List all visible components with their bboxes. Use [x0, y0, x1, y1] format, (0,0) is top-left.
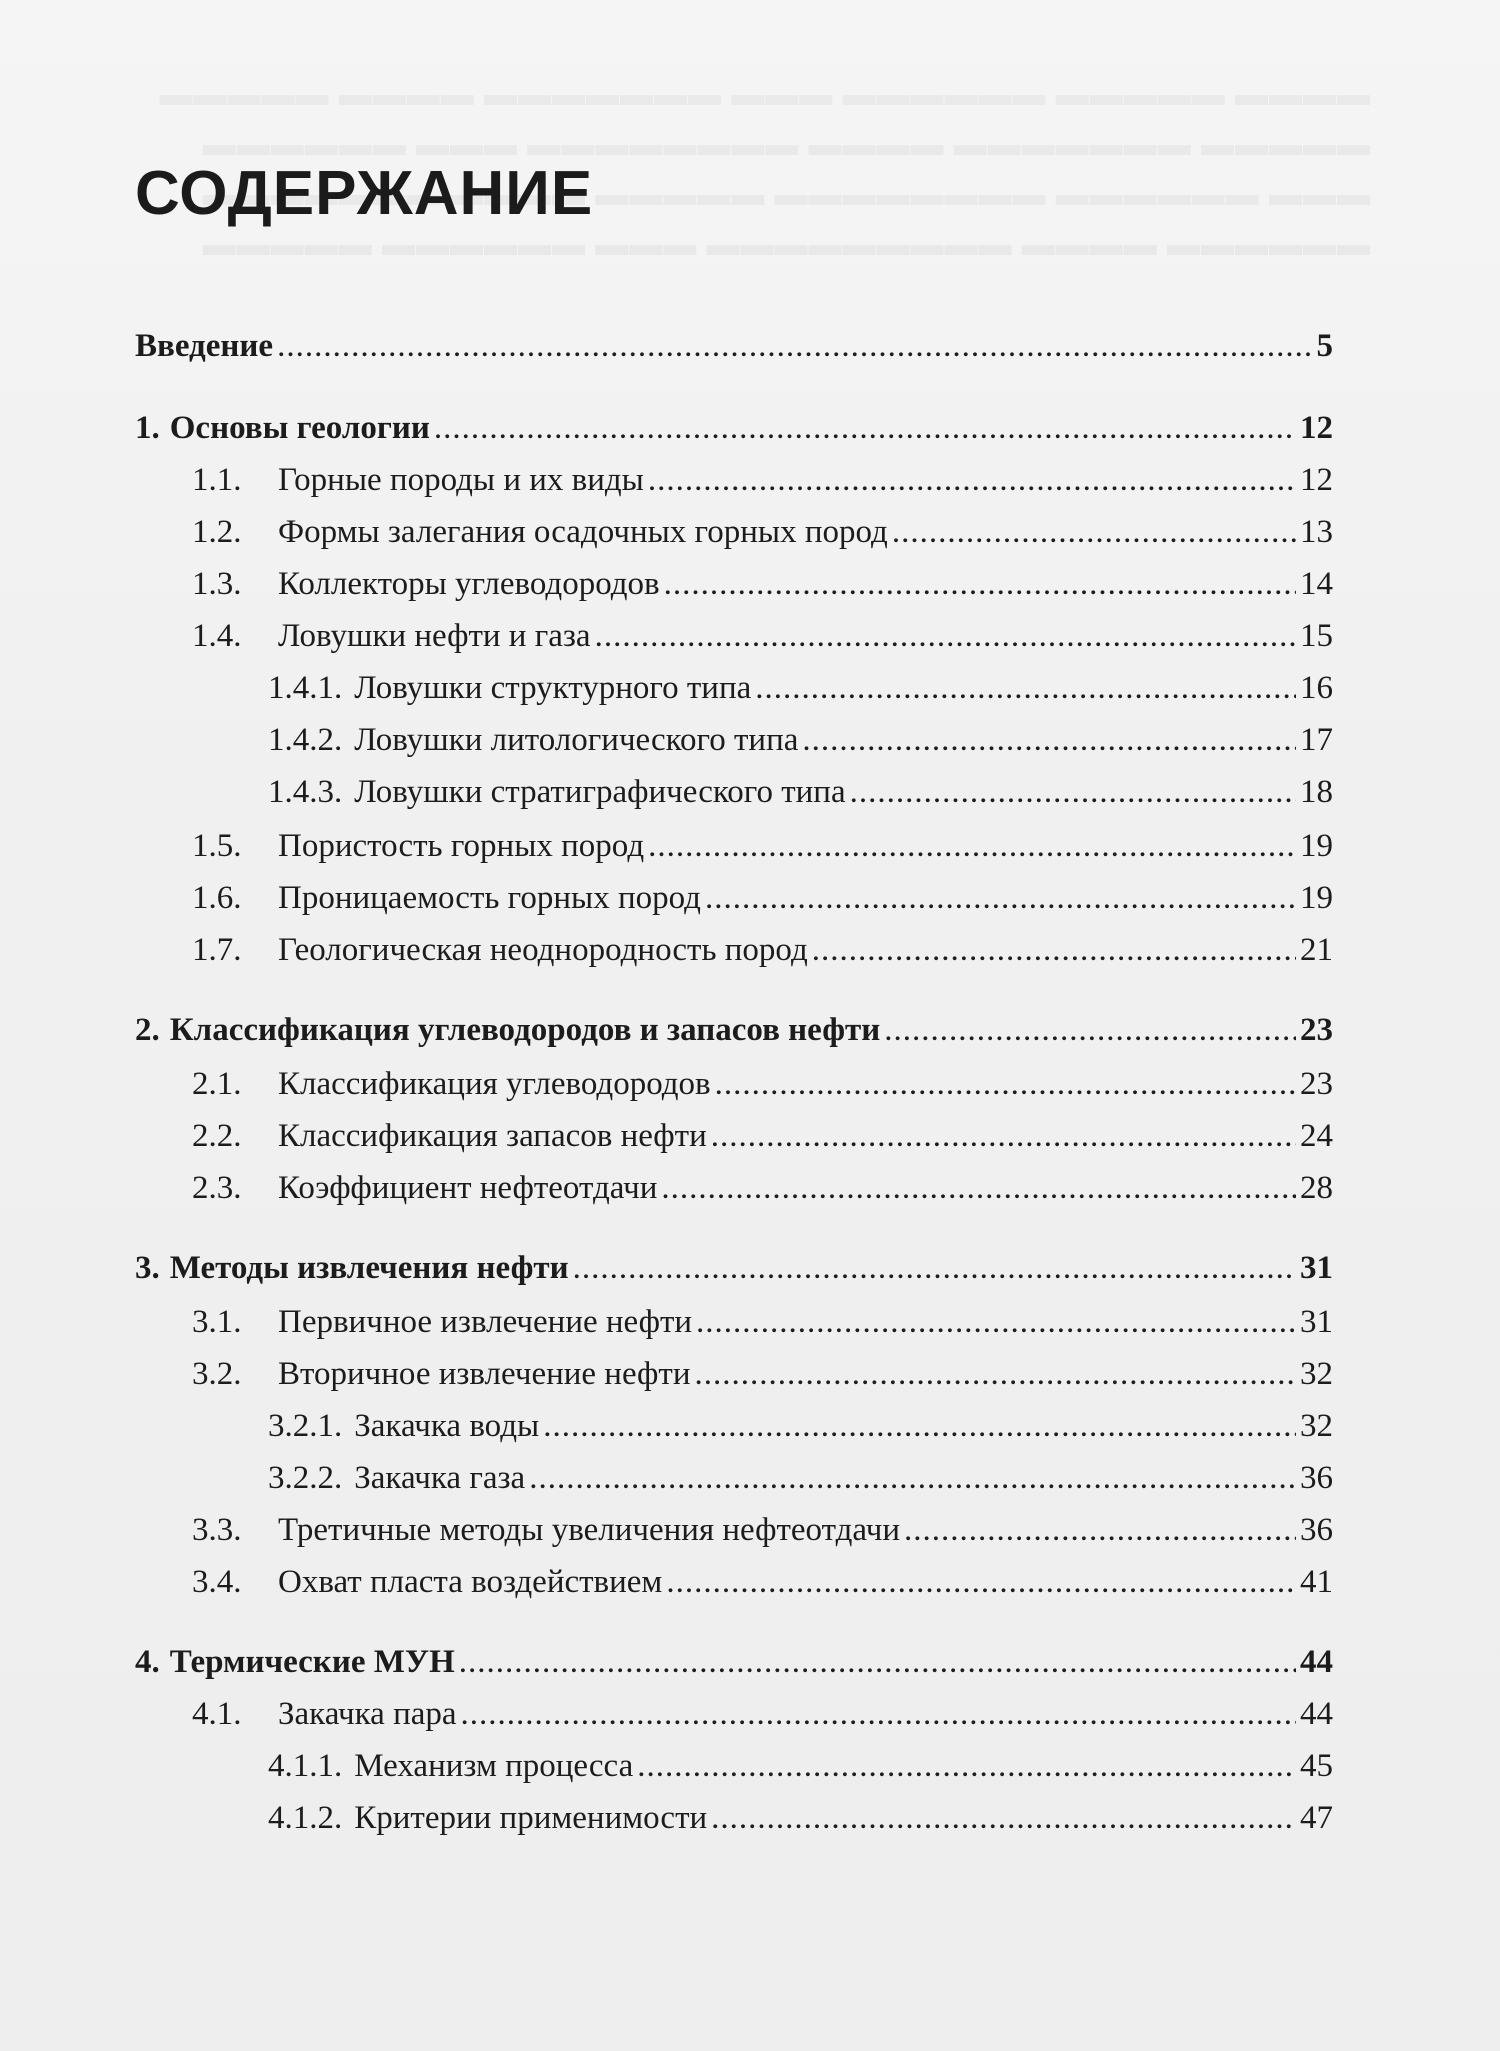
toc-entry-title: Проницаемость горных пород — [278, 880, 701, 916]
dot-leader — [461, 1692, 1296, 1736]
toc-entry-page-number: 12 — [1300, 410, 1333, 446]
toc-chapter-entry — [135, 324, 1333, 368]
toc-entry-number: 3.2. — [192, 1356, 242, 1392]
toc-entry-number: 4. — [135, 1644, 160, 1680]
toc-entry-number: 3.2.2. — [268, 1460, 343, 1496]
toc-subsection-entry — [268, 666, 1333, 710]
toc-entry-number: 3.2.1. — [268, 1408, 343, 1444]
toc-subsection-entry — [268, 1744, 1333, 1788]
dot-leader — [648, 458, 1296, 502]
toc-entry-page-number: 31 — [1300, 1250, 1333, 1286]
toc-entry-title: Охват пласта воздействием — [278, 1564, 663, 1600]
toc-entry-title: Ловушки структурного типа — [354, 670, 752, 706]
toc-entry-page-number: 36 — [1300, 1460, 1333, 1496]
toc-entry-title: Введение — [135, 328, 274, 364]
dot-leader — [711, 1114, 1296, 1158]
toc-entry-number: 1.4.2. — [268, 722, 343, 758]
toc-section-entry — [192, 614, 1333, 658]
toc-section-entry — [192, 1114, 1333, 1158]
dot-leader — [850, 770, 1296, 814]
toc-entry-page-number: 36 — [1300, 1512, 1333, 1548]
toc-entry-number: 1.3. — [192, 566, 242, 602]
dot-leader — [277, 324, 1312, 368]
toc-entry-title: Ловушки литологического типа — [354, 722, 799, 758]
toc-entry-title: Термические МУН — [169, 1644, 455, 1680]
toc-entry-number: 1.1. — [192, 462, 242, 498]
toc-entry-number: 1.2. — [192, 514, 242, 550]
dot-leader — [664, 562, 1296, 606]
toc-entry-number: 1.7. — [192, 932, 242, 968]
toc-section-entry — [192, 1352, 1333, 1396]
toc-entry-title: Критерии применимости — [354, 1800, 708, 1836]
toc-entry-number: 1.4. — [192, 618, 242, 654]
dot-leader — [694, 1352, 1296, 1396]
toc-section-entry — [192, 1560, 1333, 1604]
toc-entry-page-number: 12 — [1300, 462, 1333, 498]
toc-entry-title: Первичное извлечение нефти — [278, 1304, 693, 1340]
dot-leader — [637, 1744, 1296, 1788]
toc-entry-page-number: 41 — [1300, 1564, 1333, 1600]
dot-leader — [459, 1640, 1296, 1684]
toc-entry-title: Коллекторы углеводородов — [278, 566, 660, 602]
toc-entry-page-number: 19 — [1300, 880, 1333, 916]
toc-entry-title: Классификация углеводородов — [278, 1066, 711, 1102]
toc-subsection-entry — [268, 1796, 1333, 1840]
toc-entry-number: 3.1. — [192, 1304, 242, 1340]
dot-leader — [666, 1560, 1296, 1604]
dot-leader — [812, 928, 1296, 972]
toc-entry-page-number: 15 — [1300, 618, 1333, 654]
toc-section-entry — [192, 824, 1333, 868]
toc-entry-page-number: 16 — [1300, 670, 1333, 706]
toc-entry-page-number: 28 — [1300, 1170, 1333, 1206]
toc-entry-title: Формы залегания осадочных горных пород — [278, 514, 888, 550]
dot-leader — [595, 614, 1296, 658]
dot-leader — [661, 1166, 1296, 1210]
toc-subsection-entry — [268, 718, 1333, 762]
toc-section-entry — [192, 458, 1333, 502]
toc-subsection-entry — [268, 770, 1333, 814]
toc-entry-page-number: 47 — [1300, 1800, 1333, 1836]
toc-entry-page-number: 24 — [1300, 1118, 1333, 1154]
dot-leader — [543, 1404, 1296, 1448]
toc-entry-number: 1.5. — [192, 828, 242, 864]
toc-entry-number: 2.1. — [192, 1066, 242, 1102]
dot-leader — [434, 406, 1296, 450]
toc-entry-number: 3. — [135, 1250, 160, 1286]
toc-subsection-entry — [268, 1456, 1333, 1500]
dot-leader — [529, 1456, 1296, 1500]
toc-entry-number: 4.1.1. — [268, 1748, 343, 1784]
dot-leader — [904, 1508, 1296, 1552]
toc-entry-page-number: 21 — [1300, 932, 1333, 968]
toc-entry-number: 2. — [135, 1012, 160, 1048]
toc-entry-title: Коэффициент нефтеотдачи — [278, 1170, 658, 1206]
toc-entry-title: Основы геологии — [169, 410, 430, 446]
toc-entry-title: Третичные методы увеличения нефтеотдачи — [278, 1512, 900, 1548]
toc-entry-page-number: 5 — [1316, 328, 1333, 364]
toc-entry-title: Пористость горных пород — [278, 828, 645, 864]
toc-entry-number: 2.2. — [192, 1118, 242, 1154]
toc-entry-page-number: 44 — [1300, 1644, 1333, 1680]
dot-leader — [711, 1796, 1296, 1840]
toc-entry-title: Закачка воды — [354, 1408, 540, 1444]
toc-entry-title: Ловушки стратиграфического типа — [354, 774, 846, 810]
toc-entry-number: 1.4.3. — [268, 774, 343, 810]
toc-entry-title: Горные породы и их виды — [278, 462, 644, 498]
toc-entry-page-number: 45 — [1300, 1748, 1333, 1784]
toc-entry-number: 2.3. — [192, 1170, 242, 1206]
toc-entry-title: Вторичное извлечение нефти — [278, 1356, 691, 1392]
dot-leader — [755, 666, 1296, 710]
dot-leader — [884, 1008, 1296, 1052]
toc-chapter-entry — [135, 1246, 1333, 1290]
toc-entry-number: 1.4.1. — [268, 670, 343, 706]
toc-entry-title: Механизм процесса — [354, 1748, 634, 1784]
toc-section-entry — [192, 1166, 1333, 1210]
toc-entry-title: Закачка пара — [278, 1696, 457, 1732]
dot-leader — [573, 1246, 1296, 1290]
dot-leader — [696, 1300, 1296, 1344]
toc-entry-page-number: 18 — [1300, 774, 1333, 810]
toc-chapter-entry — [135, 1008, 1333, 1052]
toc-entry-title: Геологическая неоднородность пород — [278, 932, 808, 968]
toc-chapter-entry — [135, 1640, 1333, 1684]
toc-entry-title: Классификация запасов нефти — [278, 1118, 707, 1154]
toc-section-entry — [192, 510, 1333, 554]
page-title: СОДЕРЖАНИЕ — [135, 159, 594, 228]
dot-leader — [892, 510, 1296, 554]
toc-entry-page-number: 13 — [1300, 514, 1333, 550]
dot-leader — [715, 1062, 1296, 1106]
toc-entry-title: Закачка газа — [354, 1460, 526, 1496]
toc-subsection-entry — [268, 1404, 1333, 1448]
dot-leader — [802, 718, 1296, 762]
toc-entry-number: 1.6. — [192, 880, 242, 916]
toc-entry-page-number: 32 — [1300, 1356, 1333, 1392]
toc-section-entry — [192, 928, 1333, 972]
toc-section-entry — [192, 876, 1333, 920]
toc-entry-number: 3.3. — [192, 1512, 242, 1548]
toc-entry-title: Ловушки нефти и газа — [278, 618, 591, 654]
toc-entry-page-number: 17 — [1300, 722, 1333, 758]
toc-entry-number: 3.4. — [192, 1564, 242, 1600]
toc-section-entry — [192, 1300, 1333, 1344]
toc-entry-page-number: 14 — [1300, 566, 1333, 602]
toc-section-entry — [192, 1692, 1333, 1736]
toc-entry-page-number: 44 — [1300, 1696, 1333, 1732]
toc-section-entry — [192, 562, 1333, 606]
toc-entry-number: 1. — [135, 410, 160, 446]
toc-section-entry — [192, 1062, 1333, 1106]
toc-entry-page-number: 19 — [1300, 828, 1333, 864]
toc-entry-page-number: 23 — [1300, 1066, 1333, 1102]
dot-leader — [648, 824, 1296, 868]
toc-entry-page-number: 31 — [1300, 1304, 1333, 1340]
dot-leader — [705, 876, 1296, 920]
toc-entry-number: 4.1. — [192, 1696, 242, 1732]
toc-chapter-entry — [135, 406, 1333, 450]
toc-entry-title: Методы извлечения нефти — [169, 1250, 569, 1286]
toc-section-entry — [192, 1508, 1333, 1552]
toc-entry-title: Классификация углеводородов и запасов нефти — [169, 1012, 881, 1048]
toc-entry-page-number: 32 — [1300, 1408, 1333, 1444]
toc-entry-page-number: 23 — [1300, 1012, 1333, 1048]
toc-entry-number: 4.1.2. — [268, 1800, 343, 1836]
